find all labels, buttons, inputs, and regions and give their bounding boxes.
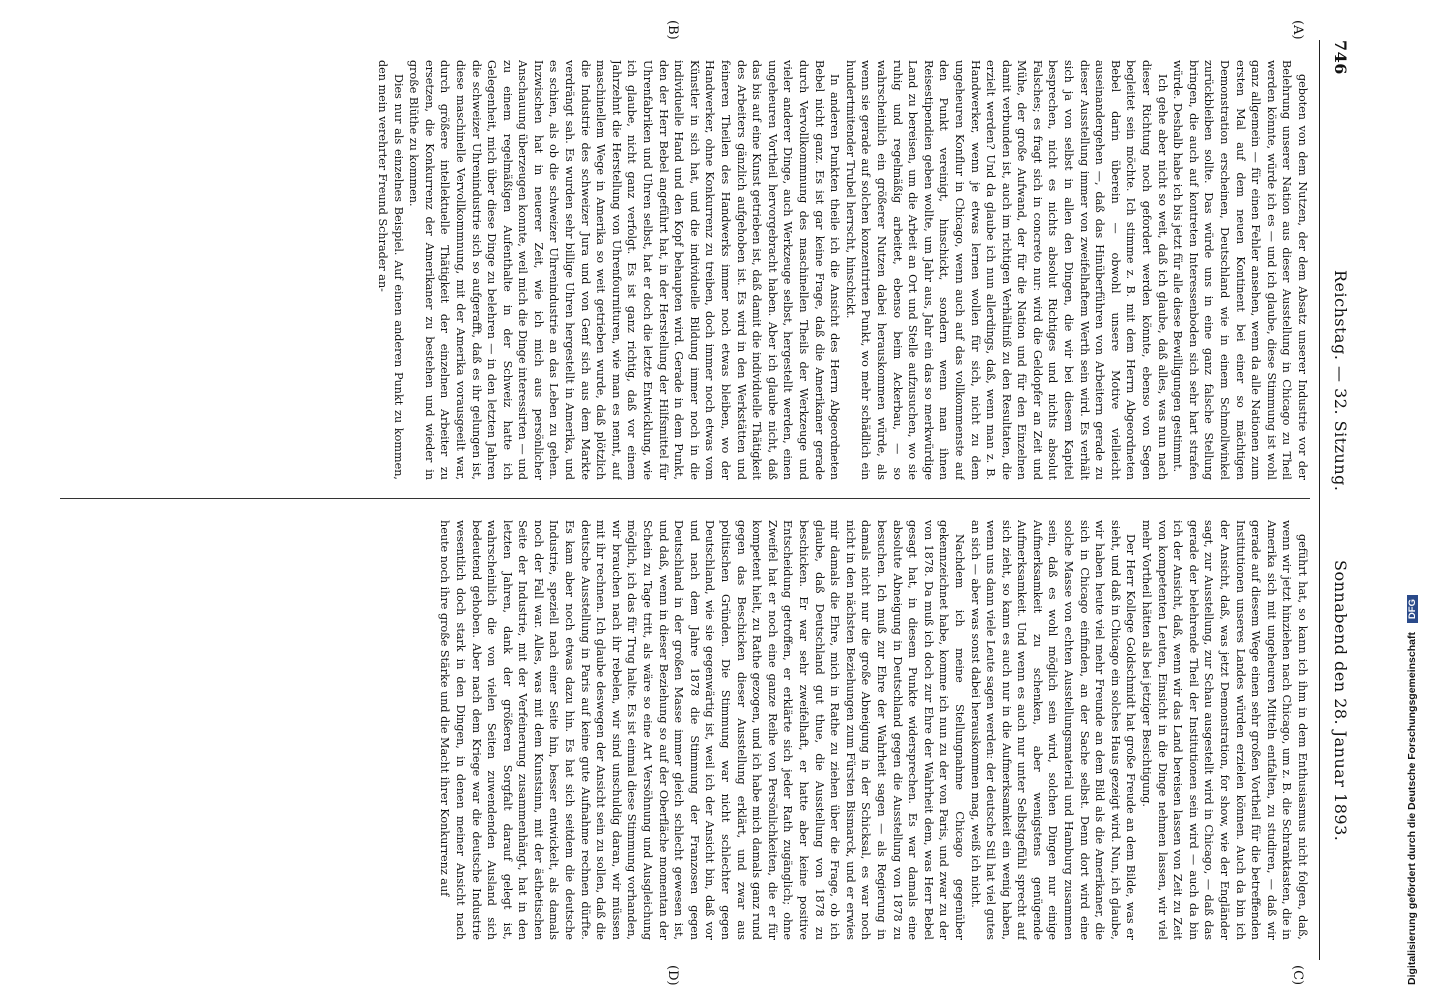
header-rule — [1319, 40, 1320, 960]
paragraph: geboten von dem Nutzen, der dem Absatz unserer Industrie vor der Belehrung unserer Nation aus dieser Ausstellung in Chicago zu Theil werden könnte, würde ich es — und ich glaube, diese Stimmung ist wohl ganz allgemein — für einen Fehler ansehen, wenn da alle Nationen zum ersten Mal auf dem neuen Kontinent bei einer so mächtigen Demonstration erscheinen, Deutschland wie in einem Schmollwinkel zurückbleiben sollte. Das würde uns in eine ganz falsche Stellung bringen, die auch auf kontreten Interessenboden sich sehr hart strafen würde. Deshalb habe ich bis jetzt für alle diese Bewilligungen gestimmt. — [1171, 60, 1309, 480]
paragraph: Nachdem ich meine Stellungnahme Chicago gegenüber gekennzeichnet habe, komme ich nun zu der von Paris, und zwar zu der von 1878. Da muß ich doch zur Ehre der Wahrheit dem, was Herr Bebel gesagt hat, in diesem Punkte widersprechen. Es war damals eine absolute Abneigung in Deutschland gegen die Ausstellung von 1878 zu besuchen. Ich muß zur Ehre der Wahrheit sagen — als Regierung in damals nicht nur die große Abneigung in der Schicksal, es war noch nicht in den nächsten Beziehungen zum Fürsten Bismarck, und er erwies mir damals die Ehre, mich in Rathe zu ziehen über die Frage, ob ich glaube, daß Deutschland gut thue, die Ausstellung von 1878 zu beschicken. Er war sehr zweifelhaft, er hatte aber keine positive Entscheidung getroffen, er erklärte sich jeder Rath zugänglich; ohne Zweifel hat er noch eine ganze Reihe von Persönlichkeiten, die er für kompetent hielt, zu Rathe gezogen, und ich habe mich damals ganz rund gegen das Beschicken dieser Ausstellung erklärt, und zwar aus politischen Gründen. Die Stimmung war nicht schlechter gegen Deutschland, wie sie gegenwärtig ist, weil ich der Ansicht bin, daß vor und nach dem Jahre 1878 die Stimmung der Franzosen gegen Deutschland in der großen Masse immer gleich schlecht gewesen ist, und daß, wenn in dieser Beziehung so auf der Oberfläche momentan der Schein zu Tage tritt, als wäre so eine Art Versöhnung und Ausgleichung möglich, ich das für Trug halte. Es ist einmal diese Stimmung vorhanden, wir brauchen nach ihr rebelen, wir sind unschuldig daran, wir müssen mit ihr rechnen. Ich glaube deswegen der Ansicht sein zu sollen, daß die deutsche Ausstellung in Paris auf keine gute Aufnahme rechnen dürfte. Es kam aber noch etwas dazu hin. Es hat sich seitdem die deutsche Industrie, speziell nach einer Seite hin, besser entwickelt, als damals noch der Fall war. Alles, was mit dem Kunstsinn, mit der ästhetischen Seite der Industrie, mit der Verfeinerung zusammenhängt, hat in den letzten Jahren, dank der größeren Sorgfalt darauf gelegt ist, wahrscheinlich die von vielen Seiten zuwendenden Ausland sich bedeutend gehoben. Aber nach dem Kriege war die deutsche Industrie wesentlich doch stark in den Dingen, in denen meiner Ansicht nach heute noch ihre große Stärke und die Macht ihrer Konkurrenz auf — [438, 520, 966, 940]
margin-marker-a: (A) — [1290, 20, 1305, 40]
paragraph: Ich gehe aber nicht so weit, daß ich glaube, daß alles, was nun nach dieser Richtung noch gefordert werden könnte, ebenso von Segen begleitet sein möchte. Ich stimme z. B. mit dem Herrn Abgeordneten Bebel darin überein — obwohl unsere Motive vielleicht auseinandergehen —, daß das Hinüberführen von Arbeitern gerade zu dieser Ausstellung immer von zweifelhaftem Werth sein wird. Es verhält sich ja von selbst in allen den Dingen, die wir bei diesem Kapitel besprechen, nicht es nichts absolut Richtiges und nichts absolut Falsches; es fragt sich in concreto nur: wird die Geldopfer an Zeit und Mühe, der große Aufwand, der für die Nation und für den Einzelnen damit verbunden ist, auch im richtigen Verhältniß zu den Resultaten, die erzielt werden? Und da glaube ich nun allerdings, daß, wenn man z. B. Handwerker, wenn je etwas lernen wollen für sich, nicht zu dem ungeheuren Konflur in Chicago, wenn auch auf das vollkommenste auf den Punkt vereinigt, hinschickt, sondern wenn man ihnen Reisestipendien geben wollte, um Jahr aus, Jahr ein das so merkwürdige Land zu bereisen, um die Arbeit an Ort und Stelle aufzusuchen, wo sie ruhig und regelmäßig arbeitet, ebenso beim Ackerbau, — so wahrscheinlich ein größerer Nutzen dabei herauskommen würde, als wenn sie gerade auf solchen konzentrirten Punkt, wo mehr schädlich ein hundertmitender Trubel herrscht, hinschickt. — [843, 60, 1169, 480]
credit-text: Digitalisierung gefördert durch die Deutsche Forschungsgemeinschaft — [1406, 632, 1418, 985]
dfg-logo: DFG — [1407, 595, 1418, 623]
page-number: 746 — [1331, 40, 1350, 75]
header-right: Sonnabend den 28. Januar 1893. — [1331, 560, 1350, 842]
right-column — [50, 520, 1310, 940]
paragraph: Dies nur als einzelnes Beispiel. Auf einen anderen Punkt zu kommen, den mein verehrter Freund Schrader an- — [375, 60, 405, 480]
digitization-credit — [1406, 15, 1428, 985]
margin-marker-d: (D) — [665, 965, 680, 986]
paragraph: Der Herr Kollege Goldschmidt hat große Freude an dem Bilde, was er sieht, und daß in Chicago ein solches Haus gezeigt wird. Nun, ich glaube, wir haben heute viel mehr Freunde an dem Bild als die Amerikaner, die sich in Chicago einfinden, an der Sache selbst. Denn dort wird eine solche Masse von echten Ausstellungsmaterial und Hamburg zusammen sein, daß es wohl möglich sein wird, solchen Dingen nur einige Aufmerksamkeit zu schenken, aber wenigstens genügende Aufmerksamkeit. Und wenn es auch nur unter Selbstgefühl sprecht auf sich zieht, so kann es auch nur in die Aufmerksamkeit ein wenig haben, wenn uns dann viele Leute sagen werden: der deutsche Stil hat viel gutes an sich — aber was sonst dabei herauskommen mag, weiß ich nicht. — [968, 520, 1138, 940]
margin-marker-c: (C) — [1290, 965, 1305, 986]
margin-marker-b: (B) — [665, 20, 680, 40]
left-column — [50, 60, 1310, 480]
header-left: Reichstag. — 32. Sitzung. — [1331, 270, 1350, 492]
column-divider — [60, 498, 1310, 499]
paragraph: geführt hat, so kann ich ihm in dem Enthusiasmus nicht folgen, daß, wenn wir jetzt hinziehen nach Chicago, um z. B. die Schranktasten, die in Amerika sich mit ungeheuren Mitteln entfalten, zu studiren, — daß wir gerade auf diesem Wege einen sehr großen Vortheil für die betreffenden Institutionen unseres Landes würden erzielen können. Auch da bin ich der Ansicht, daß, was jetzt Demonstration, for show, wie der Engländer sagt, zur Ausstellung, zur Schau ausgestellt wird in Chicago, — daß das gerade der belehrende Theil der Institutionen sein wird — auch da bin ich der Ansicht, daß, wenn wir das Land bereisen lassen von Zeit zu Zeit von kompetenten Leuten, Einsicht in die Dinge nehmen lassen, wir viel mehr Vortheil hätten als bei jetziger Besichtigung. — [1140, 520, 1309, 940]
running-header — [1320, 40, 1350, 960]
paragraph: In anderen Punkten theile ich die Ansicht des Herrn Abgeordneten Bebel nicht ganz. Es ist gar keine Frage, daß die Amerikaner gerade durch Vervollkommnung des maschinellen Theils der Werkzeuge und vieler anderer Dinge, auch Werkzeuge selbst, hergestellt werden, einen ungeheuren Vortheil hervorgebracht haben. Aber ich glaube nicht, daß das bis auf eine Kunst getrieben ist, daß damit die individuelle Thätigkeit des Arbeiters gänzlich aufgehoben ist. Es wird in den Werkstätten und feineren Theilen des Handwerks immer noch etwas bleiben, wo der Handwerker, ohne Konkurrenz zu treiben, doch immer noch etwas vom Künstler in sich hat, und die individuelle Bildung immer noch in die individuelle Hand und den Kopf behaupten wird. Gerade in dem Punkt, den der Herr Bebel angeführt hat, in der Herstellung der Hilfsmittel für Uhrenfabriken und Uhren selbst, hat er doch die letzte Entwicklung, wie ich glaube, nicht ganz verfolgt. Es ist ganz richtig, daß vor einem Jahrzehnt die Herstellung von Uhrenfournituren, wie man es nennt, auf maschinellem Wege in Amerika so weit getrieben wurde, daß plötzlich die Industrie des schweizer Jura und von Genf sich aus dem Markte verdrängt sah. Es wurden sehr billige Uhren hergestellt in Amerika, und es schien, als ob die schweizer Uhrenindustrie an das Leben zu gehen. Inzwischen hat in neuerer Zeit, wie ich mich aus persönlicher Anschauung überzeugen konnte, weil mich die Dinge interessirten — und zu einem regelmäßigen Aufenthalte in der Schweiz hatte ich Gelegenheit, mich über diese Dinge zu belehren — in den letzten Jahren die schweizer Uhrenindustrie sich so aufgerafft, daß es ihr gelungen ist, diese maschinelle Vervollkommnung, mit der Amerika vorausgeeilt war, durch größere intellektuelle Thätigkeit der einzelnen Arbeiter zu ersetzen, die Konkurrenz der Amerikaner zu bestehen und wieder in große Blüthe zu kommen. — [407, 60, 842, 480]
